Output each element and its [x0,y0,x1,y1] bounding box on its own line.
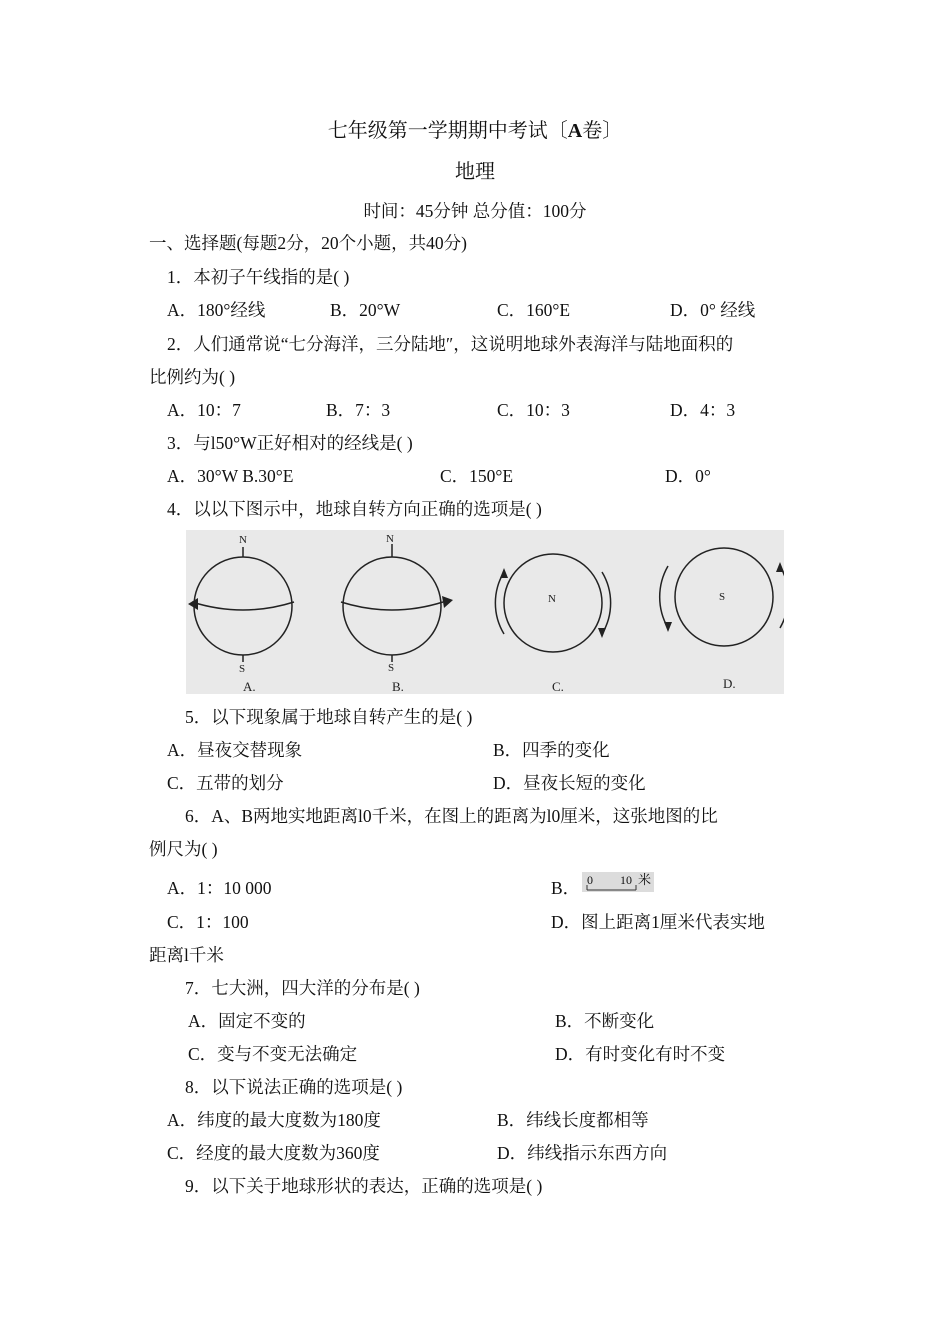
q1-stem: 1．本初子午线指的是( ) [167,267,350,287]
globe-a-north-label: N [239,534,247,546]
q6-option-b: B． [551,878,581,898]
q8-option-a: A．纬度的最大度数为180度 [167,1110,381,1130]
q6-option-d-line2: 距离l千米 [149,945,224,965]
globe-a [188,547,294,662]
subject-title: 地理 [455,161,495,183]
q8-option-d: D．纬线指示东西方向 [497,1143,668,1163]
q7-option-b: B．不断变化 [555,1011,655,1031]
figure-label-c: C. [552,679,564,694]
q8-option-c: C．经度的最大度数为360度 [167,1143,380,1163]
q5-option-a: A．昼夜交替现象 [167,740,303,760]
q5-option-d: D．昼夜长短的变化 [493,773,646,793]
q8-option-b: B．纬线长度都相等 [497,1110,649,1130]
q3-option-c: C．150°E [440,466,514,486]
globe-b-south-label: S [388,662,395,674]
q7-option-c: C．变与不变无法确定 [188,1044,358,1064]
q2-option-c: C．10：3 [497,400,570,420]
scale-bar-image [582,872,654,892]
q7-option-d: D．有时变化有时不变 [555,1044,726,1064]
q2-option-a: A．10：7 [167,400,241,420]
q5-stem: 5．以下现象属于地球自转产生的是( ) [185,707,473,727]
q1-option-d: D．0° 经线 [670,300,756,320]
globe-a-south-label: S [239,663,246,675]
q8-stem: 8．以下说法正确的选项是( ) [185,1077,403,1097]
q6-option-a: A．1：10 000 [167,878,272,898]
q3-option-d: D．0° [665,466,711,486]
q5-option-c: C．五带的划分 [167,773,284,793]
q6-option-c: C．1：100 [167,912,249,932]
exam-title: 七年级第一学期期中考试〔A卷〕 [327,120,623,142]
globe-c-north-label: N [548,593,556,605]
q3-option-ab: A．30°W B.30°E [167,466,294,486]
section-heading: 一、选择题(每题2分，20个小题，共40分) [149,233,467,253]
q9-stem: 9．以下关于地球形状的表达，正确的选项是( ) [185,1176,543,1196]
q2-option-d: D．4：3 [670,400,736,420]
earth-rotation-figure [186,530,784,694]
q3-stem: 3．与l50°W正好相对的经线是( ) [167,433,413,453]
q2-option-b: B．7：3 [326,400,391,420]
figure-label-b: B. [392,679,404,694]
globe-b [341,544,453,662]
q2-stem-line2: 比例约为( ) [149,367,236,387]
q6-option-d-line1: D．图上距离1厘米代表实地 [551,912,765,932]
q6-stem-line1: 6．A、B两地实地距离l0千米，在图上的距离为l0厘米，这张地图的比 [185,806,718,826]
q4-stem: 4．以以下图示中，地球自转方向正确的选项是( ) [167,499,542,519]
q1-option-b: B．20°W [330,300,401,320]
q2-stem-line1: 2．人们通常说“七分海洋，三分陆地″，这说明地球外表海洋与陆地面积的 [167,334,734,354]
q1-option-c: C．160°E [497,300,571,320]
scale-unit: 米 [638,872,652,887]
scale-ten: 10 [620,873,632,887]
scale-zero: 0 [587,873,593,887]
q6-stem-line2: 例尺为( ) [149,839,218,859]
q7-stem: 7．七大洲，四大洋的分布是( ) [185,978,420,998]
globe-b-north-label: N [386,533,394,545]
figure-label-a: A. [243,679,256,694]
exam-meta: 时间：45分钟 总分值：100分 [363,201,587,221]
figure-label-d: D. [723,676,736,691]
globe-d-south-label: S [719,591,726,603]
q7-option-a: A．固定不变的 [188,1011,306,1031]
q5-option-b: B．四季的变化 [493,740,610,760]
q1-option-a: A．180°经线 [167,300,266,320]
